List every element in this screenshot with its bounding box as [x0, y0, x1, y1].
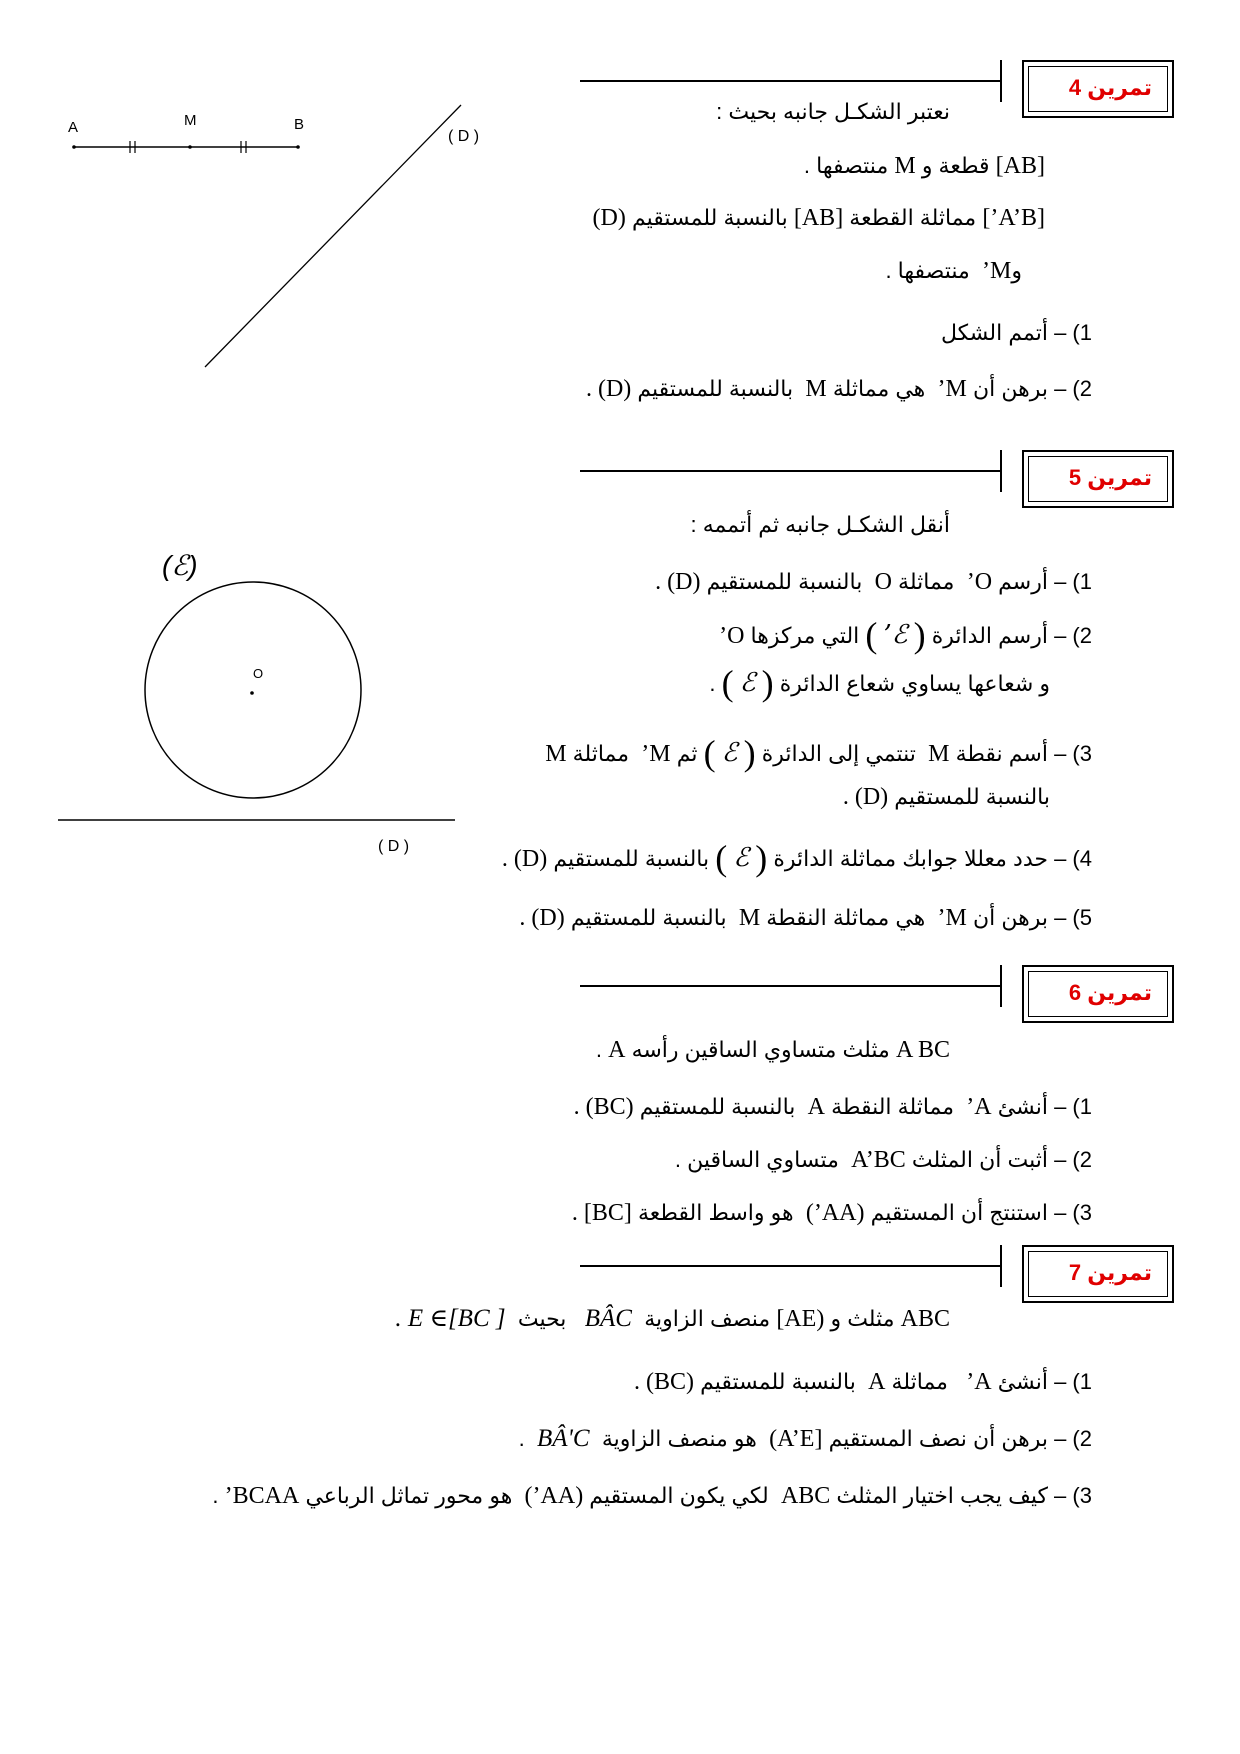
ex6-question-2: 2) – أثبت أن المثلث A’BC متساوي الساقين .: [674, 1147, 1092, 1173]
ex4-intro: نعتبر الشكـل جانبه بحيث :: [716, 99, 950, 124]
exercise-4-title: تمرين 4: [1068, 75, 1152, 100]
header-tick: [1000, 450, 1002, 492]
line-d: [205, 105, 461, 367]
point-a: [72, 145, 76, 149]
ex4-line2: [A’B’] مماثلة القطعة [AB] بالنسبة للمستقيم (D): [592, 205, 1045, 231]
ex6-question-3: 3) – استنتج أن المستقيم (AA’) هو واسط القطعة [BC] .: [571, 1200, 1092, 1226]
header-tick: [1000, 60, 1002, 102]
label-b: B: [294, 116, 305, 133]
label-m: M: [184, 112, 197, 129]
exercise-5-box: [1022, 450, 1174, 508]
header-rule: [580, 470, 1000, 472]
circle-c: [145, 582, 361, 798]
ex6-intro: A BC مثلث متساوي الساقين رأسه A .: [595, 1037, 950, 1063]
header-rule: [580, 1265, 1000, 1267]
header-rule: [580, 80, 1000, 82]
ex5-question-1: 1) – أرسم O’ مماثلة O بالنسبة للمستقيم (D) .: [655, 569, 1092, 595]
ex5-question-5: 5) – برهن أن M’ هي مماثلة النقطة M بالنسبة للمستقيم (D) .: [519, 905, 1092, 931]
label-circle: (ℰ): [162, 550, 198, 581]
ex7-question-3: 3) – كيف يجب اختيار المثلث ABC لكي يكون المستقيم (AA’) هو محور تماثل الرباعي BCAA’ .: [212, 1483, 1092, 1509]
exercise-6-box: [1022, 965, 1174, 1023]
ex7-question-1: 1) – أنشئ A’ مماثلة A بالنسبة للمستقيم (BC) .: [633, 1369, 1092, 1395]
header-tick: [1000, 1245, 1002, 1287]
ex7-intro: ABC مثلث و (AE] منصف الزاوية BÂC بحيث E ∈[BC ] .: [395, 1305, 950, 1332]
ex5-question-3: 3) – أسم نقطة M تنتمي إلى الدائرة ( ℰ ) ثم M’ مماثلة M: [545, 733, 1092, 773]
header-tick: [1000, 965, 1002, 1007]
point-o: [250, 691, 254, 695]
exercise-6-title: تمرين 6: [1068, 980, 1152, 1005]
label-d: ( D ): [378, 838, 410, 855]
ex4-question-1: 1) – أتمم الشكل: [941, 320, 1092, 345]
ex5-question-2: 2) – أرسم الدائرة ( ℰ’ ) التي مركزها O’: [719, 615, 1092, 655]
ex5-question-2b: و شعاعها يساوي شعاع الدائرة ( ℰ ) .: [709, 663, 1050, 703]
label-d: ( D ): [448, 128, 480, 145]
ex4-line3: وM’ منتصفها .: [885, 258, 1022, 284]
exercise-5-title: تمرين 5: [1068, 465, 1152, 490]
exercise-7-box: [1022, 1245, 1174, 1303]
ex5-question-3b: بالنسبة للمستقيم (D) .: [842, 784, 1050, 810]
ex6-question-1: 1) – أنشئ A’ مماثلة النقطة A بالنسبة للمستقيم (BC) .: [573, 1094, 1092, 1120]
figure-circle: [50, 545, 460, 865]
ex4-line1: [AB] قطعة و M منتصفها .: [803, 153, 1045, 179]
ex7-question-2: 2) – برهن أن نصف المستقيم [A’E) هو منصف الزاوية BÂ'C .: [518, 1425, 1092, 1452]
ex4-question-2: 2) – برهن أن M’ هي مماثلة M بالنسبة للمستقيم (D) .: [585, 376, 1092, 402]
point-m: [188, 145, 192, 149]
point-b: [296, 145, 300, 149]
ex5-question-4: 4) – حدد معللا جوابك مماثلة الدائرة ( ℰ ) بالنسبة للمستقيم (D) .: [501, 838, 1092, 878]
label-a: A: [68, 119, 79, 136]
ex5-intro: أنقل الشكـل جانبه ثم أتممه :: [690, 512, 950, 537]
label-o: O: [253, 666, 264, 681]
exercise-4-box: [1022, 60, 1174, 118]
figure-segment-ab: [50, 95, 500, 375]
exercise-7-title: تمرين 7: [1068, 1260, 1152, 1285]
header-rule: [580, 985, 1000, 987]
